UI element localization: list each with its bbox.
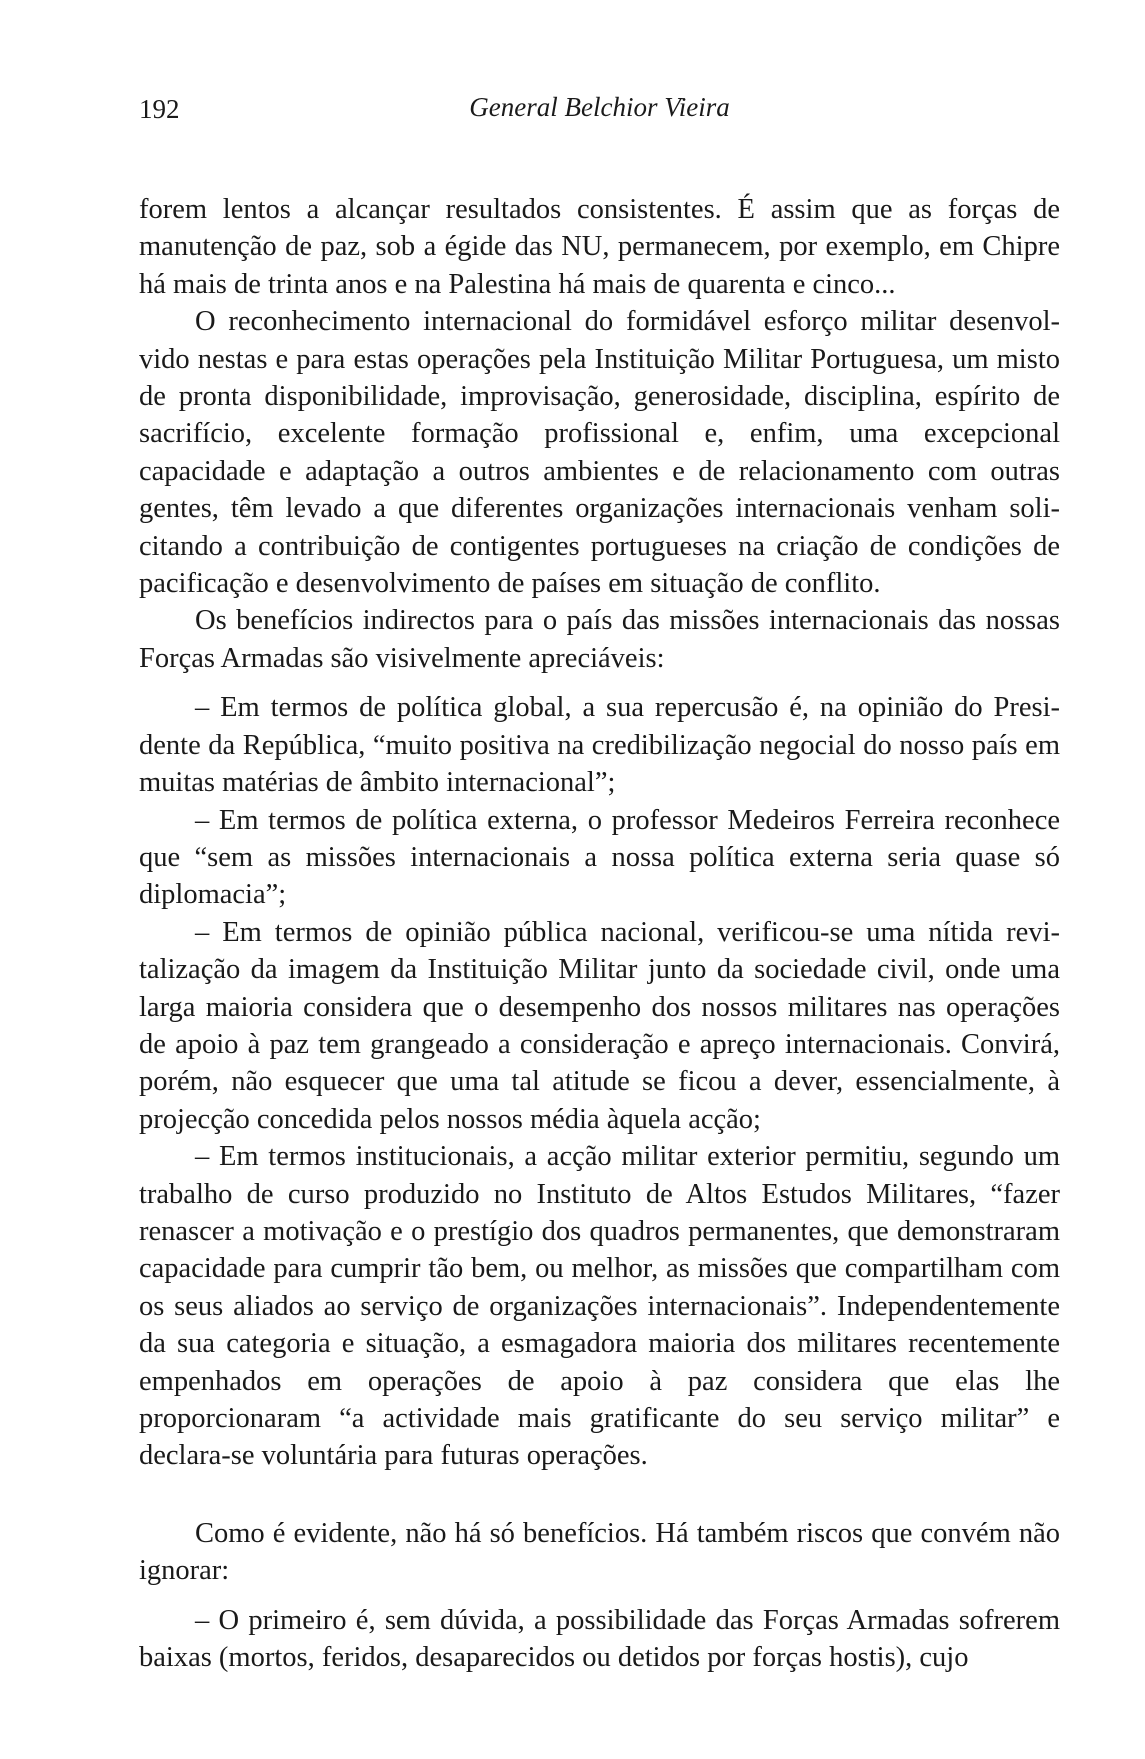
paragraph: O reconhecimento internacional do formidável esforço militar desenvolvido nestas e para estas operações pela Instituição Militar Portuguesa, um misto de pronta disponibilidade, improvisação, generosidade, disciplina, espírito de sacrifício, excelente formação profissional e, enfim, uma excepcional capacidade e adaptação a outros ambientes e de relacionamento com outras gentes, têm levado a que diferentes organizações internacionais venham solicitando a contribuição de contigentes portugueses na criação de condições de pacificação e desenvolvimento de países em situação de conflito.	[139, 306, 1060, 600]
body-text	[139, 191, 1060, 1676]
list-item: – O primeiro é, sem dúvida, a possibilidade das Forças Armadas sofrerem baixas (mortos, feridos, desaparecidos ou detidos por forças hostis), cujo	[139, 1604, 1060, 1674]
paragraph-continuation: forem lentos a alcançar resultados consistentes. É assim que as forças de manutenção de paz, sob a égide das NU, permanecem, por exemplo, em Chipre há mais de trinta anos e na Palestina há mais de quarenta e cinco...	[139, 194, 1060, 300]
list-item: – Em termos institucionais, a acção militar exterior permitiu, segundo um trabalho de curso produzido no Instituto de Altos Estudos Militares, “fazer renascer a motivação e o prestígio dos quadros permanentes, que demonstraram capacidade para cumprir tão bem, ou melhor, as missões que compartilham com os seus aliados ao serviço de organizações internacionais”. Independentemente da sua categoria e situação, a esmagadora maioria dos militares recentemente empenhados em operações de apoio à paz considera que elas lhe proporcionaram “a actividade mais gratificante do seu serviço militar” e declara-se voluntária para futuras operações.	[139, 1141, 1060, 1472]
list-item: – Em termos de política global, a sua repercusão é, na opinião do Presidente da República, “muito positiva na credibilização negocial do nosso país em muitas matérias de âmbito internacional”;	[139, 692, 1060, 799]
paragraph: Como é evidente, não há só benefícios. Há também riscos que convém não ignorar:	[139, 1517, 1060, 1587]
running-title: General Belchior Vieira	[469, 92, 730, 122]
book-page	[139, 84, 1060, 1676]
page-number: 192	[139, 94, 180, 124]
page-header	[139, 84, 1060, 124]
list-item: – Em termos de opinião pública nacional, verificou-se uma nítida revitalização da imagem da Instituição Militar junto da sociedade civil, onde uma larga maioria considera que o desempenho dos nossos militares nas operações de apoio à paz tem grangeado a consideração e apreço internacionais. Convirá, porém, não esquecer que uma tal atitude se ficou a dever, essencialmente, à projecção concedida pelos nossos média àquela acção;	[139, 916, 1060, 1135]
list-item: – Em termos de política externa, o professor Medeiros Ferreira reconhece que “sem as missões internacionais a nossa política externa seria quase só diplomacia”;	[139, 804, 1060, 911]
paragraph: Os benefícios indirectos para o país das missões internacionais das nossas Forças Armadas são visivelmente apreciáveis:	[139, 605, 1060, 674]
